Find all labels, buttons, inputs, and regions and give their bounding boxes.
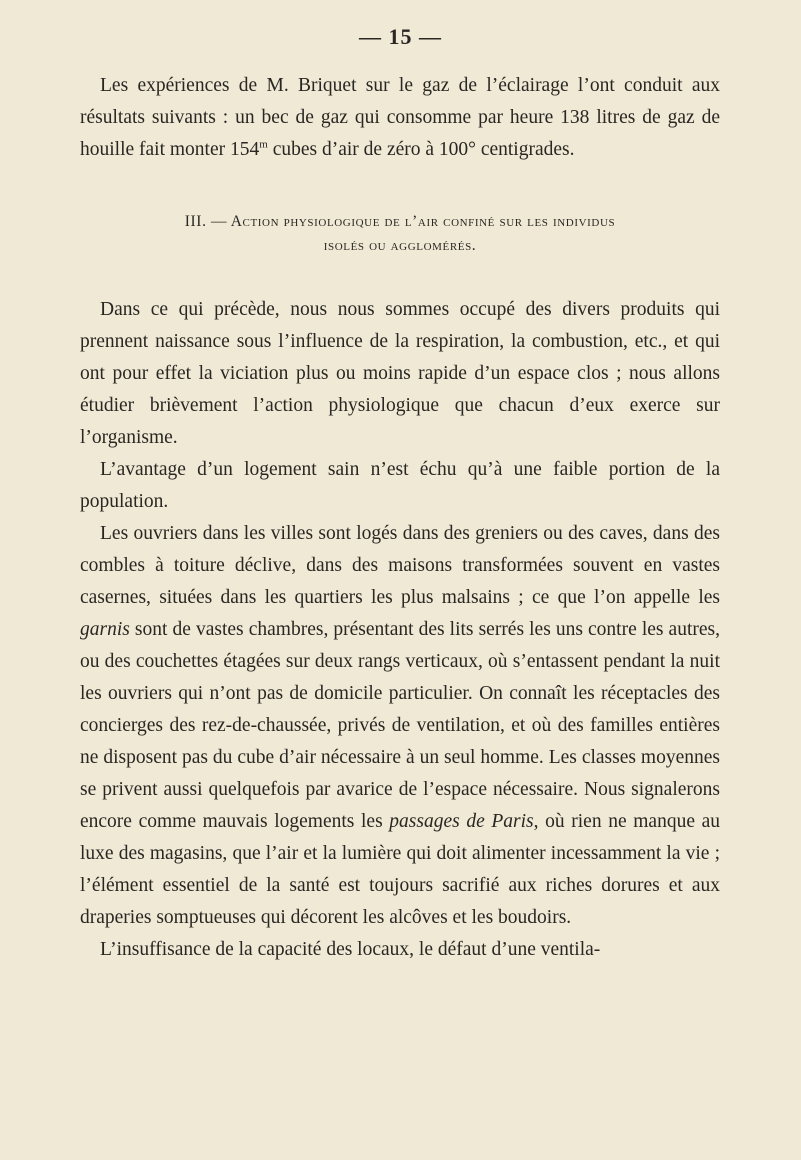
paragraph-gas-experiments-text-end: cubes d’air de zéro à 100° centigrades.	[267, 139, 575, 160]
paragraph-gas-experiments	[80, 70, 720, 166]
section-heading-line-2: isolés ou agglomérés.	[323, 237, 477, 254]
paragraph-workers-housing	[80, 518, 720, 934]
section-heading	[80, 210, 720, 258]
italic-garnis: garnis	[80, 619, 130, 640]
italic-passages-de-paris: passages de Paris	[389, 811, 534, 832]
paragraph-gas-experiments-text: Les expériences de M. Briquet sur le gaz de l’éclairage l’ont conduit aux résultats suivants : un bec de gaz qui consomme par heure 138 litres de gaz de houille fait monter 154	[80, 75, 720, 160]
workers-housing-text-1: Les ouvriers dans les villes sont logés dans des greniers ou des caves, dans des combles à toiture déclive, dans des maisons transformées souvent en vastes casernes, situées dans les quartiers les plus malsains ; ce que l’on appelle les	[80, 523, 720, 608]
paragraph-insufficient-capacity: L’insuffisance de la capacité des locaux, le défaut d’une ventila-	[100, 939, 601, 960]
workers-housing-text-3: , où rien ne manque au luxe des magasins, que l’air et la lumière qui doit alimenter incessamment la vie ; l’élément essentiel de la santé est toujours sacrifié aux riches dorures et aux draperies somptueuses qui décorent les alcôves et les boudoirs.	[80, 811, 721, 928]
cubic-meter-superscript: m	[259, 138, 268, 151]
section-heading-line-1: III. — Action physiologique de l’air confiné sur les individus	[184, 213, 616, 230]
page-body	[80, 70, 720, 966]
paragraph-healthy-housing: L’avantage d’un logement sain n’est échu qu’à une faible portion de la population.	[80, 459, 720, 512]
page-number: — 15 —	[359, 24, 442, 49]
workers-housing-text-2: sont de vastes chambres, présentant des lits serrés les uns contre les autres, ou des couchettes étagées sur deux rangs verticaux, où s’entassent pendant la nuit les ouvriers qui n’ont pas de domicile particulier. On connaît les réceptacles des concierges des rez-de-chaussée, privés de ventilation, et où des familles entières ne disposent pas du cube d’air nécessaire à un seul homme. Les classes moyennes se privent aussi quelquefois par avarice de l’espace nécessaire. Nous signalerons encore comme mauvais logements les	[80, 619, 720, 832]
paragraph-introduction: Dans ce qui précède, nous nous sommes occupé des divers produits qui prennent naissance sous l’influence de la respiration, la combustion, etc., et qui ont pour effet la viciation plus ou moins rapide d’un espace clos ; nous allons étudier brièvement l’action physiologique que chacun d’eux exerce sur l’organisme.	[80, 299, 720, 448]
